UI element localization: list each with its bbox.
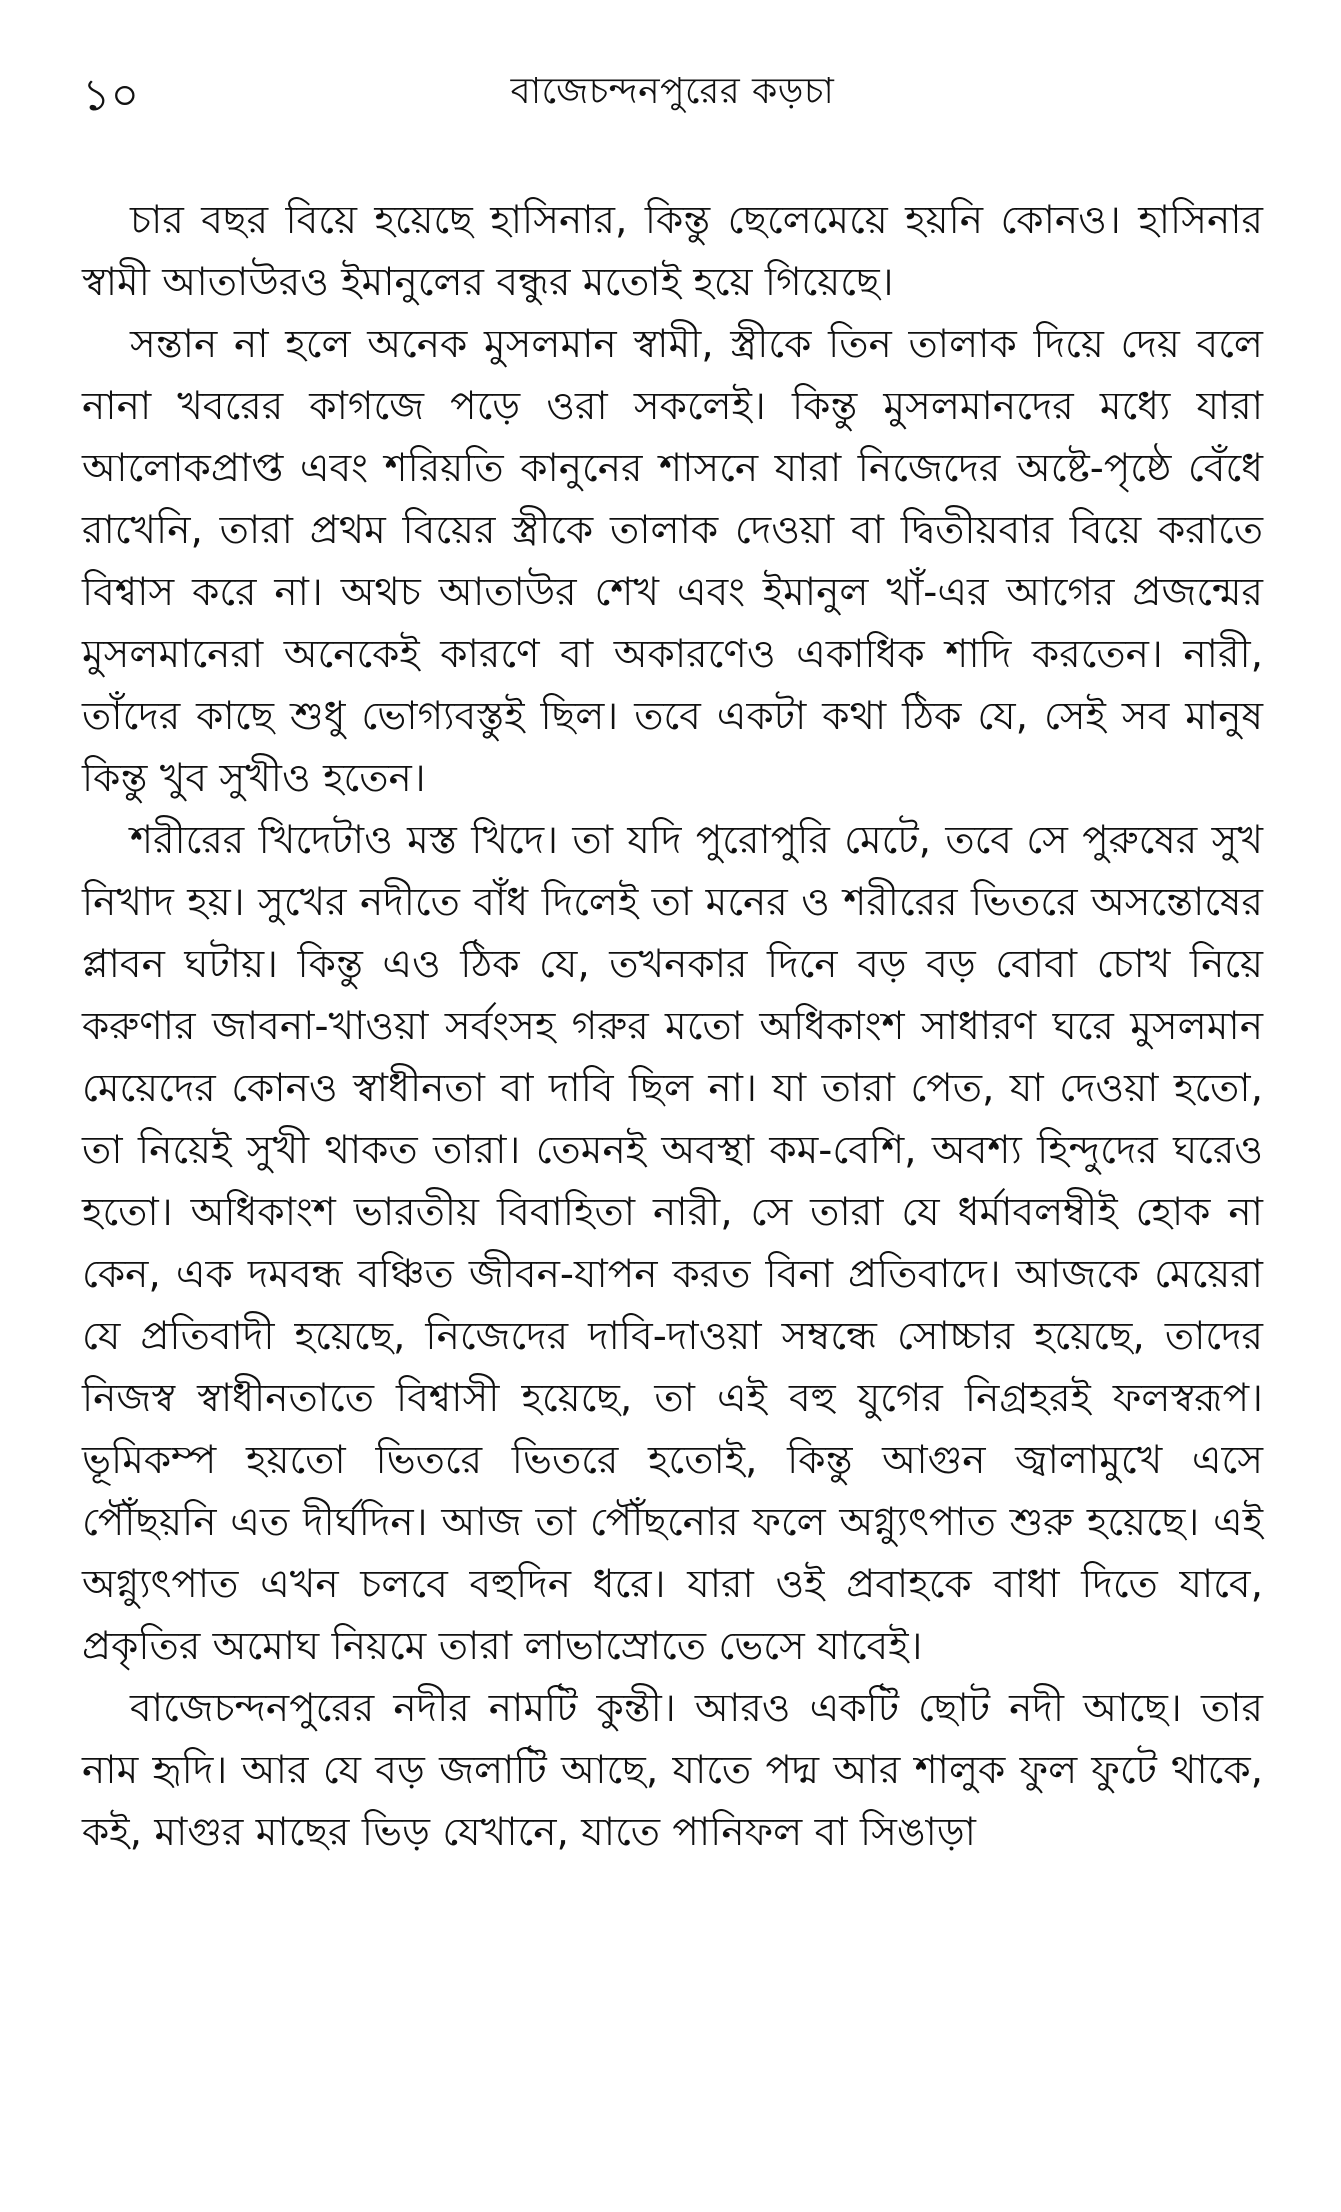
paragraph: চার বছর বিয়ে হয়েছে হাসিনার, কিন্তু ছেলেমেয়ে হয়নি কোনও। হাসিনার স্বামী আতাউরও ইমানুলের বন্ধুর মতোই হয়ে গিয়েছে। xyxy=(82,198,1263,305)
body-text xyxy=(82,190,1263,1864)
paragraph: বাজেচন্দনপুরের নদীর নামটি কুন্তী। আরও একটি ছোট নদী আছে। তার নাম হৃদি। আর যে বড় জলাটি আছে, যাতে পদ্ম আর শালুক ফুল ফুটে থাকে, কই, মাগুর মাছের ভিড় যেখানে, যাতে পানিফল বা সিঙাড়া xyxy=(82,1686,1263,1855)
paragraph: সন্তান না হলে অনেক মুসলমান স্বামী, স্ত্রীকে তিন তালাক দিয়ে দেয় বলে নানা খবরের কাগজে পড়ে ওরা সকলেই। কিন্তু মুসলমানদের মধ্যে যারা আলোকপ্রাপ্ত এবং শরিয়তি কানুনের শাসনে যারা নিজেদের অষ্টে-পৃষ্ঠে বেঁধে রাখেনি, তারা প্রথম বিয়ের স্ত্রীকে তালাক দেওয়া বা দ্বিতীয়বার বিয়ে করাতে বিশ্বাস করে না। অথচ আতাউর শেখ এবং ইমানুল খাঁ-এর আগের প্রজন্মের মুসলমানেরা অনেকেই কারণে বা অকারণেও একাধিক শাদি করতেন। নারী, তাঁদের কাছে শুধু ভোগ্যবস্তুই ছিল। তবে একটা কথা ঠিক যে, সেই সব মানুষ কিন্তু খুব সুখীও হতেন। xyxy=(82,322,1263,801)
running-title: বাজেচন্দনপুরের কড়চা xyxy=(510,71,835,112)
page-header xyxy=(82,0,1263,150)
paragraph: শরীরের খিদেটাও মস্ত খিদে। তা যদি পুরোপুরি মেটে, তবে সে পুরুষের সুখ নিখাদ হয়। সুখের নদীতে বাঁধ দিলেই তা মনের ও শরীরের ভিতরে অসন্তোষের প্লাবন ঘটায়। কিন্তু এও ঠিক যে, তখনকার দিনে বড় বড় বোবা চোখ নিয়ে করুণার জাবনা-খাওয়া সর্বংসহ গরুর মতো অধিকাংশ সাধারণ ঘরে মুসলমান মেয়েদের কোনও স্বাধীনতা বা দাবি ছিল না। যা তারা পেত, যা দেওয়া হতো, তা নিয়েই সুখী থাকত তারা। তেমনই অবস্থা কম-বেশি, অবশ্য হিন্দুদের ঘরেও হতো। অধিকাংশ ভারতীয় বিবাহিতা নারী, সে তারা যে ধর্মাবলম্বীই হোক না কেন, এক দমবন্ধ বঞ্চিত জীবন-যাপন করত বিনা প্রতিবাদে। আজকে মেয়েরা যে প্রতিবাদী হয়েছে, নিজেদের দাবি-দাওয়া সম্বন্ধে সোচ্চার হয়েছে, তাদের নিজস্ব স্বাধীনতাতে বিশ্বাসী হয়েছে, তা এই বহু যুগের নিগ্রহরই ফলস্বরূপ। ভূমিকম্প হয়তো ভিতরে ভিতরে হতোই, কিন্তু আগুন জ্বালামুখে এসে পৌঁছয়নি এত দীর্ঘদিন। আজ তা পৌঁছনোর ফলে অগ্ন্যুৎপাত শুরু হয়েছে। এই অগ্ন্যুৎপাত এখন চলবে বহুদিন ধরে। যারা ওই প্রবাহকে বাধা দিতে যাবে, প্রকৃতির অমোঘ নিয়মে তারা লাভাস্রোতে ভেসে যাবেই। xyxy=(82,818,1263,1669)
page-number: ১০ xyxy=(82,70,140,121)
